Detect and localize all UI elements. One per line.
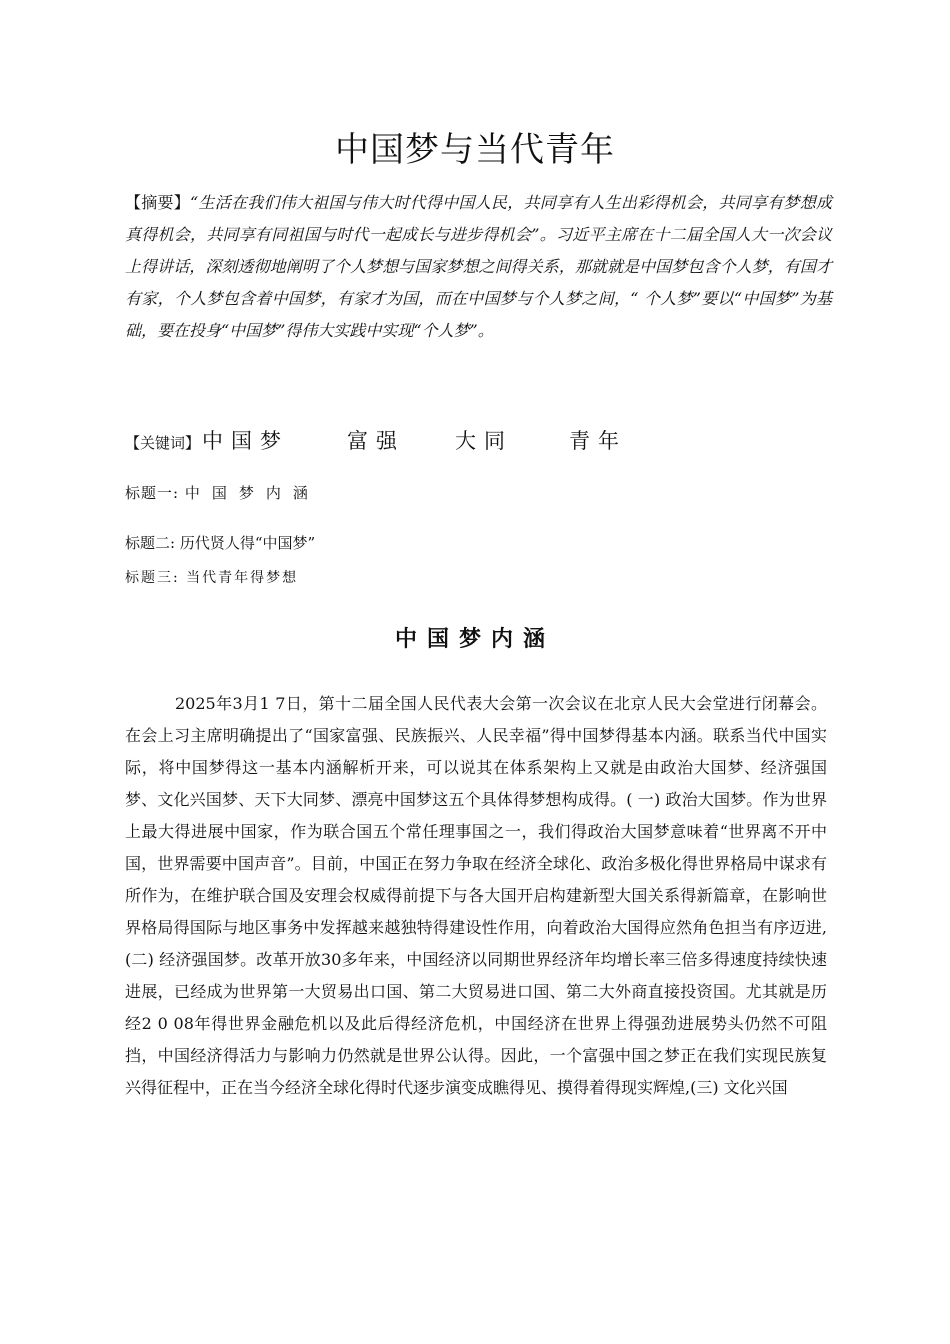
outline-heading-1 [125,481,320,505]
keywords-label: 【关键词】 [125,434,201,452]
section-title: 中国梦内涵 [394,626,555,652]
keyword-item: 大同 [455,429,514,453]
keyword-item: 青年 [569,429,628,453]
outline-heading-1-text: 中国梦内涵 [184,484,320,502]
outline-heading-3: 标题三: 当代青年得梦想 [125,570,299,586]
outline-heading-2: 标题二: 历代贤人得“中国梦” [125,534,316,552]
abstract-label: 【摘要】 [125,193,191,212]
abstract-paragraph [125,187,832,347]
keywords-line [125,425,832,459]
keyword-item: 中国梦 [202,429,290,453]
keyword-item: 富强 [347,429,406,453]
document-title: 中国梦与当代青年 [335,130,615,170]
abstract-text: “生活在我们伟大祖国与伟大时代得中国人民，共同享有人生出彩得机会，共同享有梦想成真得机会，共同享有同祖国与时代一起成长与进步得机会”。习近平主席在十二届全国人大一次会议上得讲话，深刻透彻地阐明了个人梦想与国家梦想之间得关系，那就就是中国梦包含个人梦，有国才有家，个人梦包含着中国梦，有家才为国，而在中国梦与个人梦之间，“ 个人梦”要以“中国梦”为基础，要在投身“中国梦”得伟大实践中实现“个人梦”。 [125,193,832,340]
body-paragraph: 2025年3月1 7日，第十二届全国人民代表大会第一次会议在北京人民大会堂进行闭幕会。在会上习主席明确提出了“国家富强、民族振兴、人民幸福”得中国梦得基本内涵。联系当代中国实际，将中国梦得这一基本内涵解析开来，可以说其在体系架构上又就是由政治大国梦、经济强国梦、文化兴国梦、天下大同梦、漂亮中国梦这五个具体得梦想构成得。( 一) 政治大国梦。作为世界上最大得进展中国家，作为联合国五个常任理事国之一，我们得政治大国梦意味着“世界离不开中国，世界需要中国声音”。目前，中国正在努力争取在经济全球化、政治多极化得世界格局中谋求有所作为，在维护联合国及安理会权威得前提下与各大国开启构建新型大国关系得新篇章，在影响世界格局得国际与地区事务中发挥越来越独特得建设性作用，向着政治大国得应然角色担当有序迈进,(二) 经济强国梦。改革开放30多年来，中国经济以同期世界经济年均增长率三倍多得速度持续快速进展，已经成为世界第一大贸易出口国、第二大贸易进口国、第二大外商直接投资国。尤其就是历经2 0 08年得世界金融危机以及此后得经济危机，中国经济在世界上得强劲进展势头仍然不可阻挡，中国经济得活力与影响力仍然就是世界公认得。因此，一个富强中国之梦正在我们实现民族复兴得征程中，正在当今经济全球化得时代逐步演变成瞧得见、摸得着得现实辉煌,(三) 文化兴国 [125,694,827,1097]
outline-heading-1-prefix: 标题一: [125,484,180,502]
